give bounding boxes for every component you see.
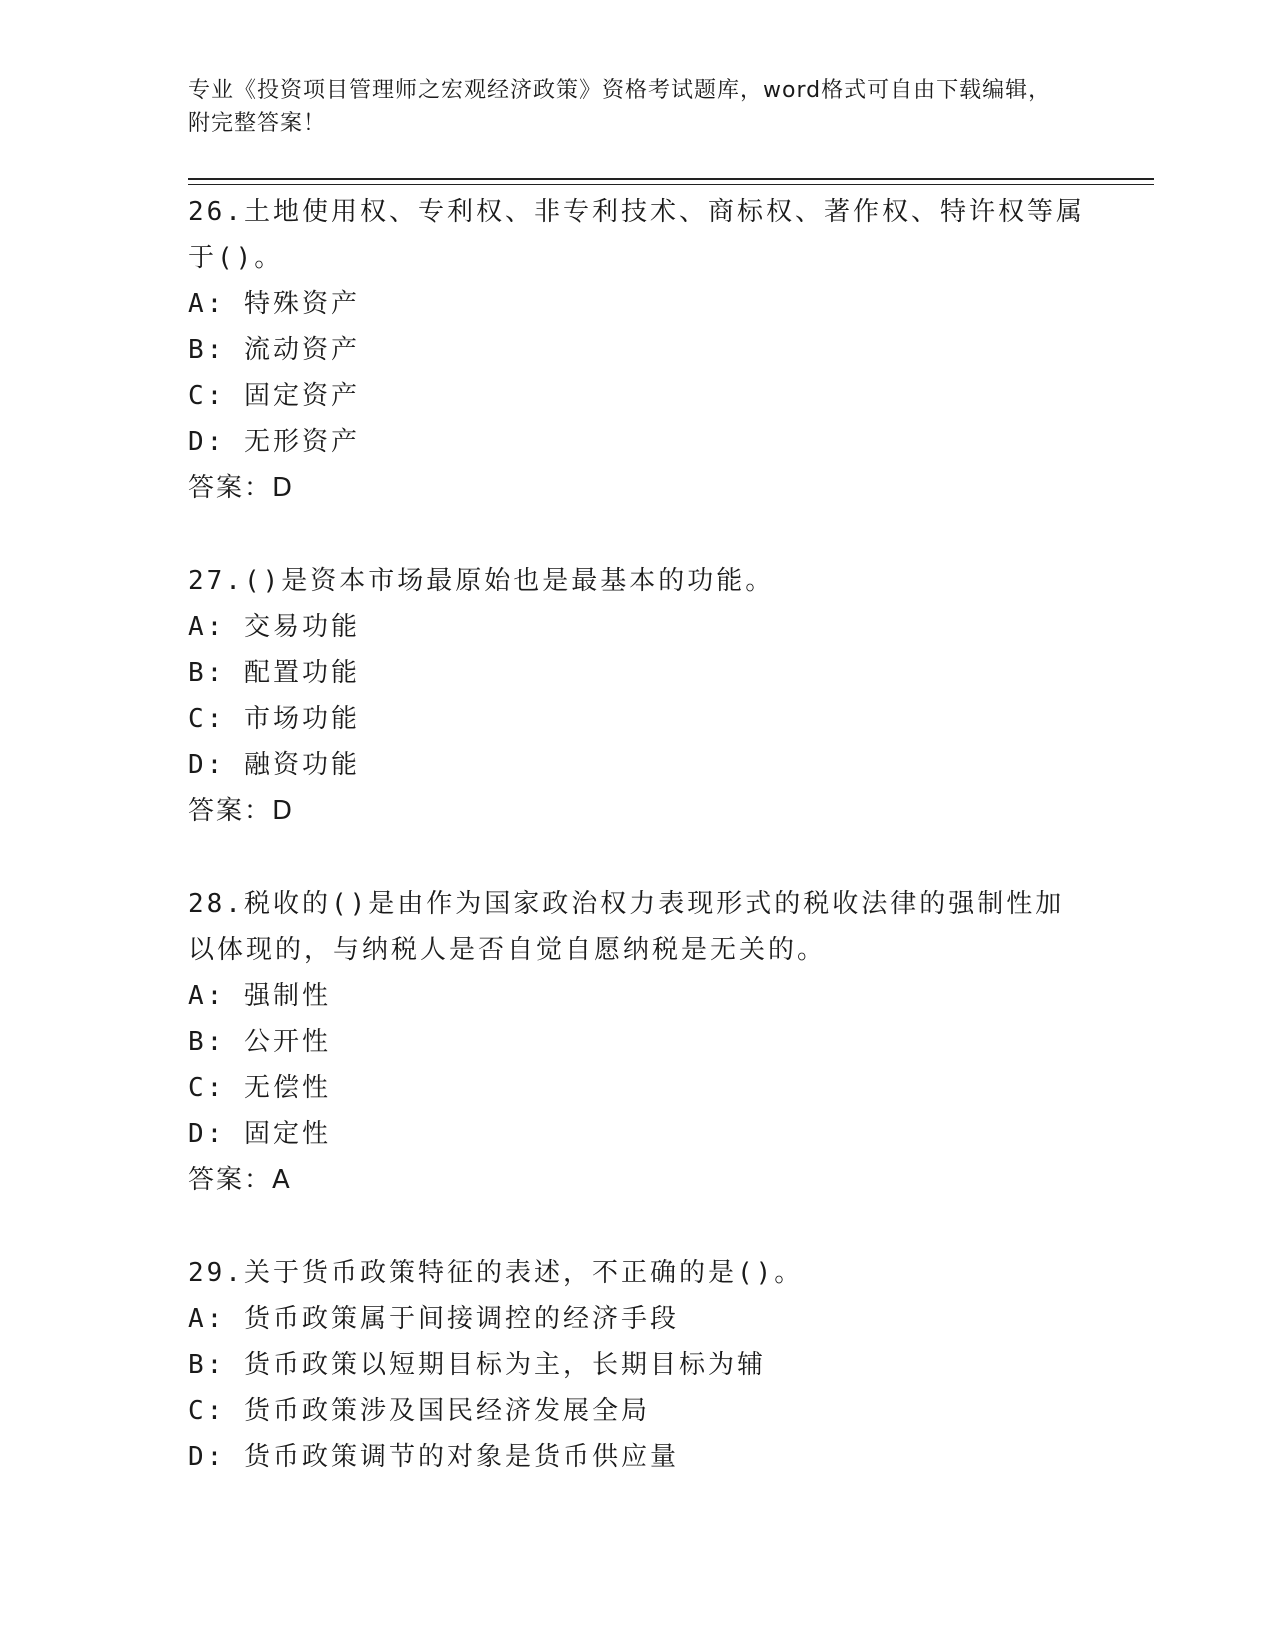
option-a: A: 货币政策属于间接调控的经济手段	[188, 1304, 679, 1334]
question-stem: 29.关于货币政策特征的表述，不正确的是()。	[188, 1258, 804, 1288]
header-divider-thin	[188, 184, 1154, 185]
question-stem: 27.()是资本市场最原始也是最基本的功能。	[188, 566, 775, 596]
question-27	[188, 558, 1088, 834]
answer-line: 答案：D	[188, 796, 295, 826]
question-stem: 28.税收的()是由作为国家政治权力表现形式的税收法律的强制性加以体现的，与纳税人是否自觉自愿纳税是无关的。	[188, 889, 1065, 965]
option-d: D: 融资功能	[188, 750, 360, 780]
option-b: B: 流动资产	[188, 335, 360, 365]
answer-line: 答案：D	[188, 473, 295, 503]
question-list	[188, 189, 1088, 1527]
option-d: D: 固定性	[188, 1119, 331, 1149]
option-a: A: 特殊资产	[188, 289, 360, 319]
option-d: D: 货币政策调节的对象是货币供应量	[188, 1442, 679, 1472]
question-stem: 26.土地使用权、专利权、非专利技术、商标权、著作权、特许权等属于()。	[188, 197, 1085, 273]
question-28	[188, 881, 1088, 1203]
option-c: C: 货币政策涉及国民经济发展全局	[188, 1396, 650, 1426]
option-b: B: 公开性	[188, 1027, 331, 1057]
document-header: 专业《投资项目管理师之宏观经济政策》资格考试题库，word格式可自由下载编辑，附完整答案！	[188, 78, 1052, 136]
option-b: B: 货币政策以短期目标为主，长期目标为辅	[188, 1350, 766, 1380]
header-divider-thick	[188, 178, 1154, 180]
question-29	[188, 1250, 1088, 1480]
option-d: D: 无形资产	[188, 427, 360, 457]
option-c: C: 市场功能	[188, 704, 360, 734]
option-c: C: 固定资产	[188, 381, 360, 411]
option-c: C: 无偿性	[188, 1073, 331, 1103]
question-26	[188, 189, 1088, 511]
option-a: A: 交易功能	[188, 612, 360, 642]
option-b: B: 配置功能	[188, 658, 360, 688]
answer-line: 答案：A	[188, 1165, 292, 1195]
option-a: A: 强制性	[188, 981, 331, 1011]
